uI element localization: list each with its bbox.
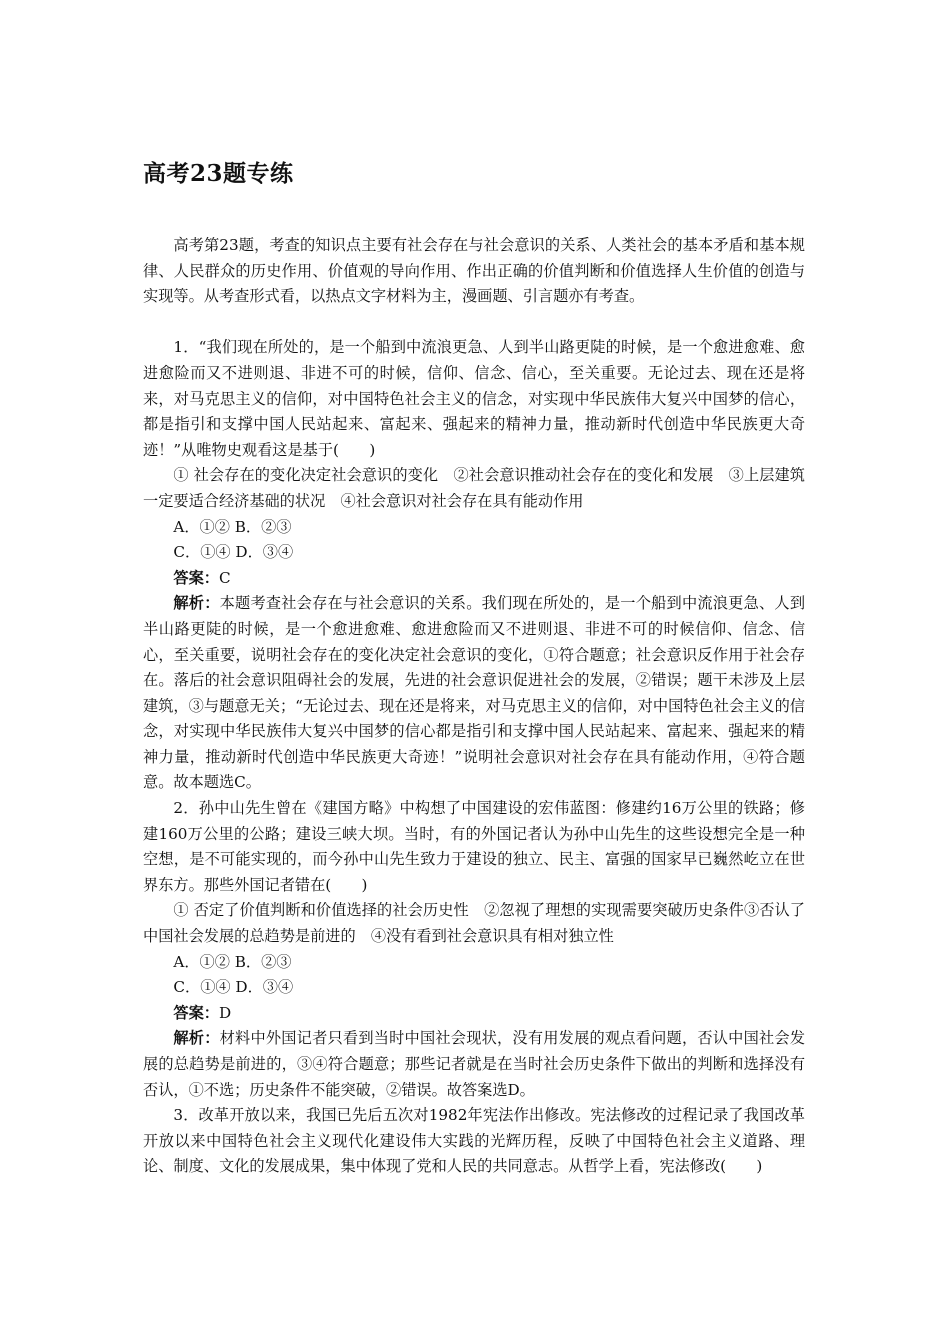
intro-paragraph: 高考第23题，考查的知识点主要有社会存在与社会意识的关系、人类社会的基本矛盾和基本规律、人民群众的历史作用、价值观的导向作用、作出正确的价值判断和价值选择人生价值的创造与实现等。从考查形式看，以热点文字材料为主，漫画题、引言题亦有考查。 <box>143 236 805 306</box>
answer-value: C <box>218 568 231 587</box>
question-1-stem: 1．“我们现在所处的，是一个船到中流浪更急、人到半山路更陡的时候，是一个愈进愈难、愈进愈险而又不进则退、非进不可的时候，信仰、信念、信心，至关重要。无论过去、现在还是将来，对马克思主义的信仰，对中国特色社会主义的信念，对实现中华民族伟大复兴中国梦的信心，都是指引和支撑中国人民站起来、富起来、强起来的精神力量，推动新时代创造中华民族更大奇迹！”从唯物史观看这是基于( ) <box>143 338 805 459</box>
question-3-stem: 3．改革开放以来，我国已先后五次对1982年宪法作出修改。宪法修改的过程记录了我国改革开放以来中国特色社会主义现代化建设伟大实践的光辉历程，反映了中国特色社会主义道路、理论、制度、文化的发展成果，集中体现了党和人民的共同意志。从哲学上看，宪法修改( ) <box>143 1106 805 1176</box>
document-body <box>143 233 805 1180</box>
analysis-text: 本题考查社会存在与社会意识的关系。我们现在所处的，是一个船到中流浪更急、人到半山路更陡的时候，是一个愈进愈难、愈进愈险而又不进则退、非进不可的时候信仰、信念、信心，至关重要，说明社会存在的变化决定社会意识的变化，①符合题意；社会意识反作用于社会存在。落后的社会意识阻碍社会的发展，先进的社会意识促进社会的发展，②错误；题干未涉及上层建筑，③与题意无关；“无论过去、现在还是将来，对马克思主义的信仰，对中国特色社会主义的信念，对实现中华民族伟大复兴中国梦的信心都是指引和支撑中国人民站起来、富起来、强起来的精神力量，推动新时代创造中华民族更大奇迹！”说明社会意识对社会存在具有能动作用，④符合题意。故本题选C。 <box>143 594 806 792</box>
answer-label: 答案： <box>173 1003 219 1022</box>
question-2-options-ab: A．①② B．②③ <box>173 952 292 971</box>
answer-value: D <box>218 1003 232 1022</box>
question-2-stem: 2．孙中山先生曾在《建国方略》中构想了中国建设的宏伟蓝图：修建约16万公里的铁路；修建160万公里的公路；建设三峡大坝。当时，有的外国记者认为孙中山先生的这些设想完全是一种空想，是不可能实现的，而今孙中山先生致力于建设的独立、民主、富强的国家早已巍然屹立在世界东方。那些外国记者错在( ) <box>143 799 805 894</box>
question-1-answer <box>143 566 805 592</box>
question-1-options-ab: A．①② B．②③ <box>173 517 292 536</box>
question-2-statements: ① 否定了价值判断和价值选择的社会历史性 ②忽视了理想的实现需要突破历史条件③否认了中国社会发展的总趋势是前进的 ④没有看到社会意识具有相对独立性 <box>143 901 805 946</box>
analysis-label: 解析： <box>173 1029 220 1048</box>
question-2-answer <box>143 1001 805 1027</box>
question-1-statements: ① 社会存在的变化决定社会意识的变化 ②社会意识推动社会存在的变化和发展 ③上层建筑一定要适合经济基础的状况 ④社会意识对社会存在具有能动作用 <box>143 466 805 510</box>
spacer <box>143 310 805 336</box>
analysis-text: 材料中外国记者只看到当时中国社会现状，没有用发展的观点看问题，否认中国社会发展的总趋势是前进的，③④符合题意；那些记者就是在当时社会历史条件下做出的判断和选择没有否认，①不选；历史条件不能突破，②错误。故答案选D。 <box>143 1029 806 1099</box>
answer-label: 答案： <box>173 568 219 587</box>
question-2-analysis <box>143 1026 805 1103</box>
question-1-options-cd: C．①④ D．③④ <box>173 543 294 562</box>
page-title: 高考23题专练 <box>143 160 294 187</box>
question-2-options-cd: C．①④ D．③④ <box>173 978 294 997</box>
analysis-label: 解析： <box>173 594 220 613</box>
question-1-analysis <box>143 591 805 796</box>
